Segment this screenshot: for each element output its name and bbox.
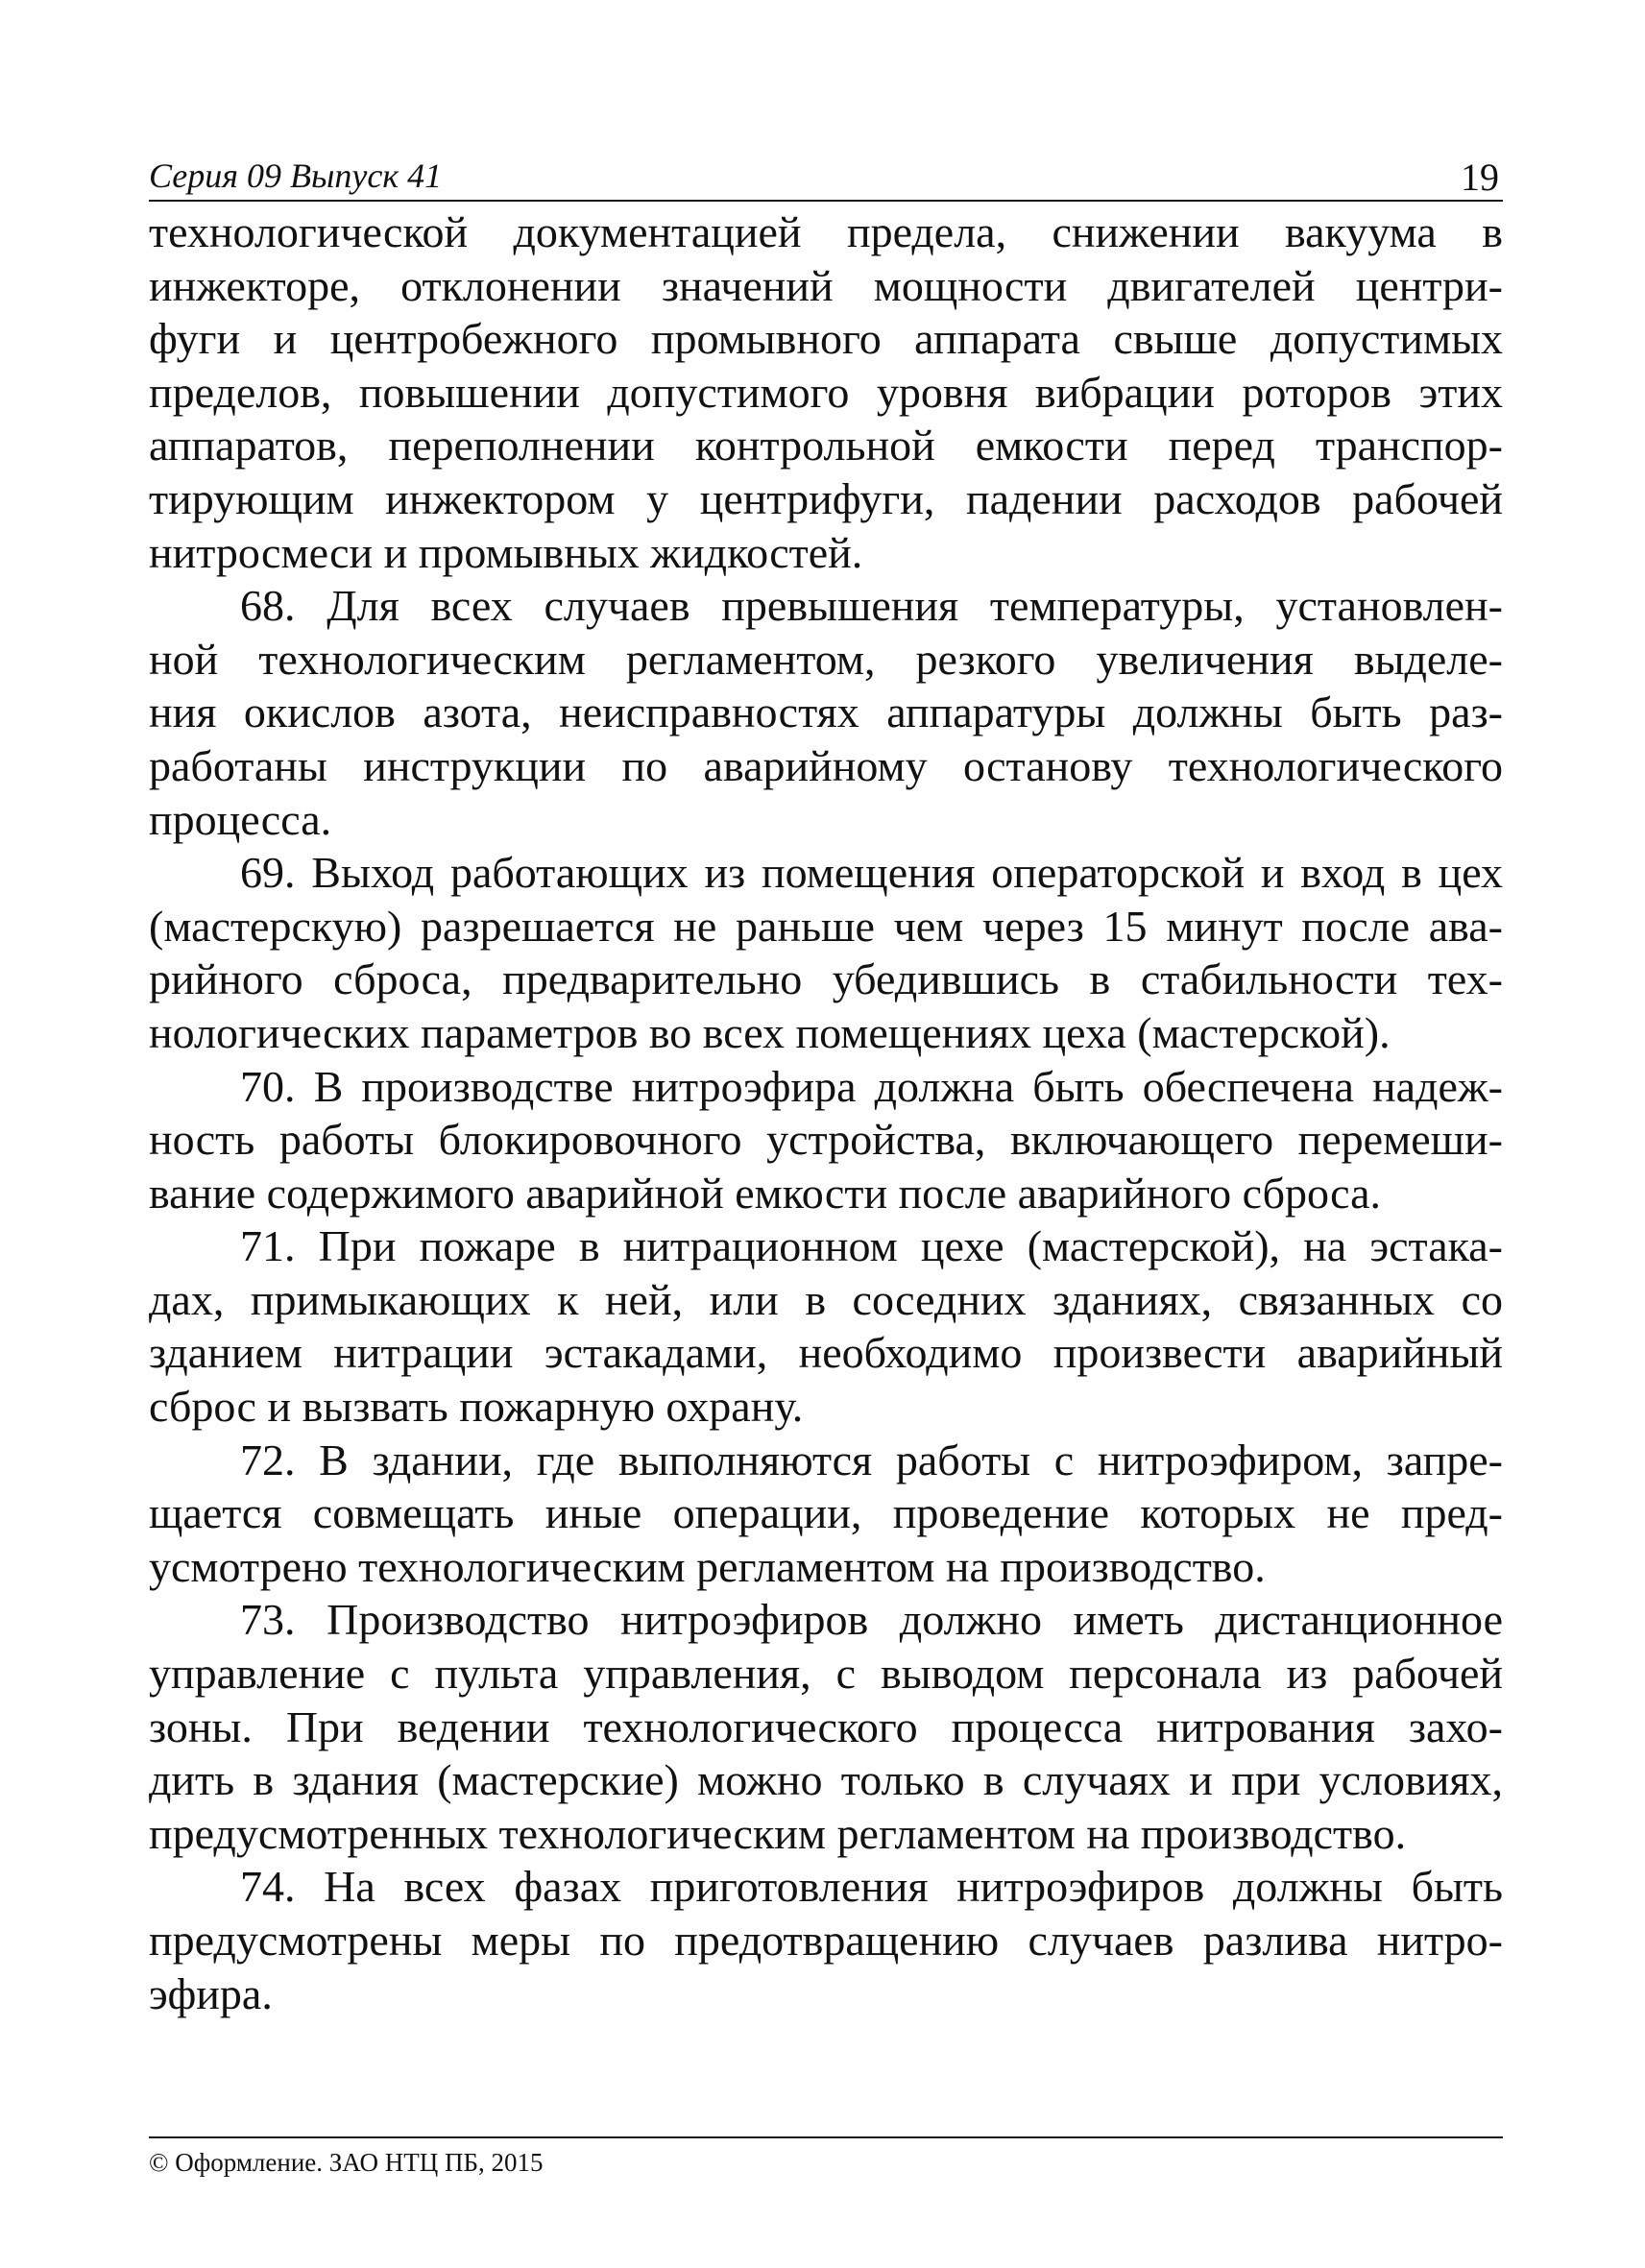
text-line: дить в здания (мастерские) можно только в случаях и при условиях,: [149, 1755, 1503, 1805]
text-line: эфира.: [149, 1968, 273, 2018]
text-line: рийного сброса, предварительно убедившись в стабильности тех-: [149, 954, 1503, 1004]
text-line: ния окислов азота, неисправностях аппаратуры должны быть раз-: [149, 688, 1503, 737]
text-line: 71. При пожаре в нитрационном цехе (мастерской), на эстака-: [240, 1221, 1503, 1271]
text-line: нологических параметров во всех помещениях цеха (мастерской).: [149, 1007, 1391, 1057]
text-line: зоны. При ведении технологического процесса нитрования захо-: [149, 1701, 1503, 1751]
running-head: [149, 144, 1503, 202]
text-line: предусмотрены меры по предотвращению случаев разлива нитро-: [149, 1916, 1503, 1965]
text-line: щается совмещать иные операции, проведение которых не пред-: [149, 1488, 1503, 1538]
text-line: зданием нитрации эстакадами, необходимо произвести аварийный: [149, 1328, 1503, 1378]
text-line: 69. Выход работающих из помещения операторской и вход в цех: [240, 848, 1503, 898]
text-line: усмотрено технологическим регламентом на производство.: [149, 1541, 1266, 1591]
text-line: сброс и вызвать пожарную охрану.: [149, 1382, 804, 1432]
text-line: вание содержимого аварийной емкости после аварийного сброса.: [149, 1168, 1382, 1218]
body-text: [149, 205, 1503, 2020]
footer: [149, 2136, 1503, 2178]
copyright-notice: © Оформление. ЗАО НТЦ ПБ, 2015: [149, 2148, 544, 2177]
text-line: фуги и центробежного промывного аппарата свыше допустимых: [149, 314, 1503, 364]
text-line: нитросмеси и промывных жидкостей.: [149, 527, 863, 577]
text-line: (мастерскую) разрешается не раньше чем через 15 минут после ава-: [149, 901, 1503, 951]
text-line: аппаратов, переполнении контрольной емкости перед транспор-: [149, 421, 1503, 470]
text-line: пределов, повышении допустимого уровня вибрации роторов этих: [149, 367, 1503, 417]
text-line: управление с пульта управления, с выводом персонала из рабочей: [149, 1649, 1503, 1699]
series-title: Серия 09 Выпуск 41: [149, 157, 443, 195]
text-line: процесса.: [149, 794, 332, 844]
text-line: ной технологическим регламентом, резкого увеличения выделе-: [149, 634, 1503, 684]
page-number: 19: [1461, 156, 1499, 199]
text-line: дах, примыкающих к ней, или в соседних зданиях, связанных со: [149, 1274, 1503, 1324]
text-line: инжекторе, отклонении значений мощности двигателей центри-: [149, 260, 1503, 310]
text-line: 70. В производстве нитроэфира должна быть обеспечена надеж-: [240, 1061, 1503, 1111]
page: [149, 144, 1503, 2020]
text-line: ность работы блокировочного устройства, включающего перемеши-: [149, 1115, 1503, 1165]
text-line: 74. На всех фазах приготовления нитроэфиров должны быть: [240, 1862, 1503, 1912]
text-line: 73. Производство нитроэфиров должно иметь дистанционное: [240, 1595, 1503, 1645]
text-line: тирующим инжектором у центрифуги, падении расходов рабочей: [149, 473, 1503, 523]
text-line: предусмотренных технологическим регламентом на производство.: [149, 1808, 1407, 1858]
text-line: работаны инструкции по аварийному останову технологического: [149, 740, 1503, 790]
text-line: 72. В здании, где выполняются работы с нитроэфиром, запре-: [240, 1435, 1503, 1484]
text-line: 68. Для всех случаев превышения температуры, установлен-: [240, 581, 1503, 631]
text-line: технологической документацией предела, снижении вакуума в: [149, 207, 1503, 256]
